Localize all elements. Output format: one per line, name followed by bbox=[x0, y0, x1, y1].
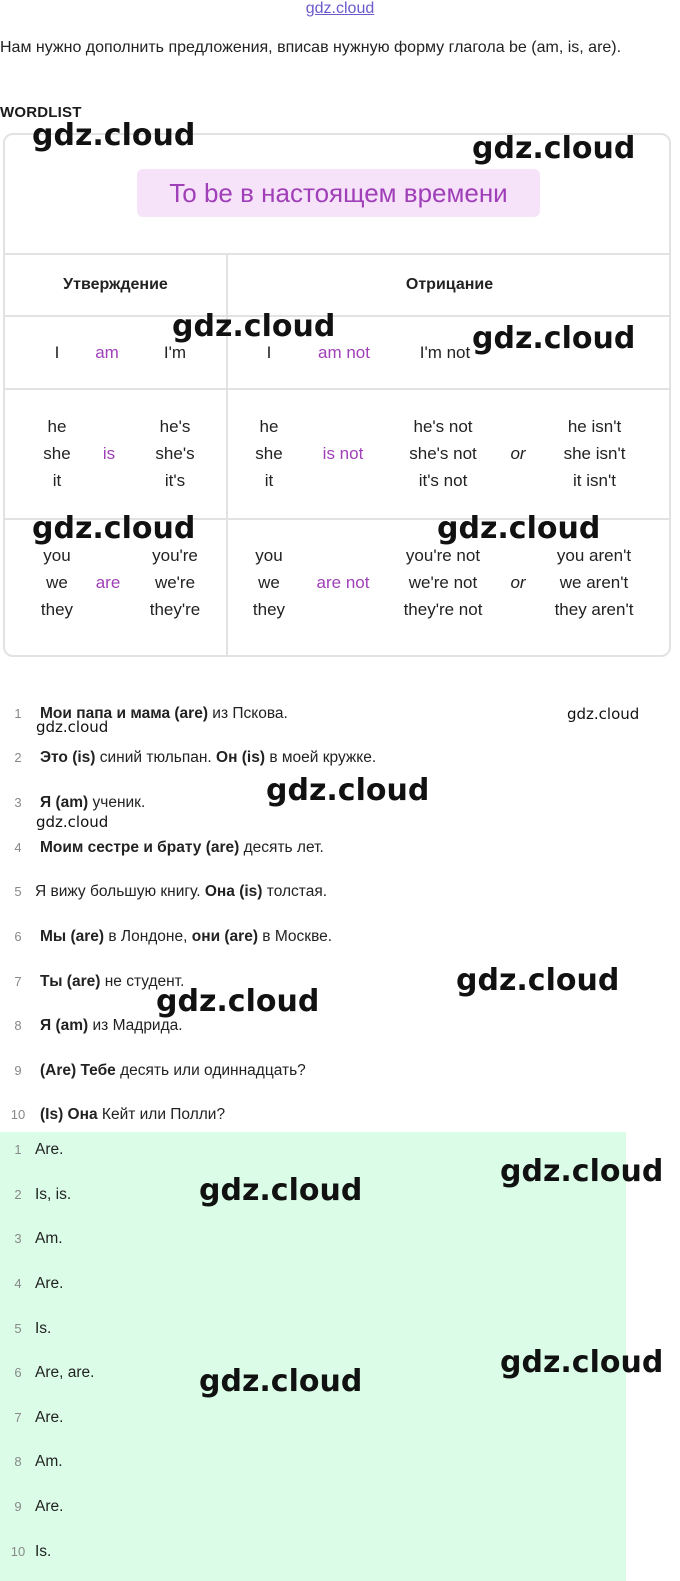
short-you-we-they: you're we're they're bbox=[149, 546, 201, 619]
neg-short2-you-we-they: you aren't we aren't they aren't bbox=[554, 546, 634, 619]
watermark: gdz.cloud bbox=[36, 813, 109, 831]
watermark: gdz.cloud bbox=[199, 1364, 363, 1399]
watermark: gdz.cloud bbox=[156, 984, 320, 1019]
or-label-2: or bbox=[510, 573, 526, 592]
watermark: gdz.cloud bbox=[32, 511, 196, 546]
neg-short-im-not: I'm not bbox=[419, 343, 471, 362]
pronouns-you-we-they: you we they bbox=[40, 546, 74, 619]
watermark: gdz.cloud bbox=[456, 963, 620, 998]
neg-verb-is-not: is not bbox=[322, 444, 364, 463]
watermark: gdz.cloud bbox=[567, 705, 640, 723]
intro-text: Нам нужно дополнить предложения, вписав нужную форму глагола be (am, is, are). bbox=[0, 39, 622, 56]
col-affirmative: Утверждение bbox=[63, 276, 168, 293]
wordlist-label[interactable]: WORDLIST bbox=[0, 104, 82, 121]
verb-is: is bbox=[102, 444, 116, 463]
pronouns-he-she-it: he she it bbox=[43, 417, 71, 490]
watermark: gdz.cloud bbox=[500, 1154, 664, 1189]
neg-verb-am-not: am not bbox=[318, 343, 370, 362]
neg-short2-he-she-it: he isn't she isn't it isn't bbox=[563, 417, 626, 490]
watermark: gdz.cloud bbox=[199, 1173, 363, 1208]
neg-pronouns-you-we-they: you we they bbox=[252, 546, 286, 619]
verb-am: am bbox=[95, 343, 119, 362]
card-title: To be в настоящем времени bbox=[137, 169, 540, 217]
verb-are: are bbox=[95, 573, 121, 592]
pronoun-i: I bbox=[54, 343, 60, 362]
watermark: gdz.cloud bbox=[266, 773, 430, 808]
short-he-she-it: he's she's it's bbox=[155, 417, 195, 490]
neg-short1-you-we-they: you're not we're not they're not bbox=[403, 546, 483, 619]
answers-block: 1 Are. 2 Is, is. 3 Am. 4 Are. 5 Is. 6 Are, are. 7 Are. 8 Am. 9 Are. 10 Is. bbox=[0, 1132, 626, 1581]
watermark: gdz.cloud bbox=[472, 321, 636, 356]
site-link[interactable]: gdz.cloud bbox=[305, 0, 375, 17]
watermark: gdz.cloud bbox=[437, 511, 601, 546]
watermark: gdz.cloud bbox=[36, 718, 109, 736]
neg-short1-he-she-it: he's not she's not it's not bbox=[409, 417, 477, 490]
grammar-card bbox=[3, 133, 671, 657]
neg-pronoun-i: I bbox=[266, 343, 272, 362]
col-negative: Отрицание bbox=[405, 276, 494, 293]
neg-pronouns-he-she-it: he she it bbox=[255, 417, 283, 490]
or-label: or bbox=[510, 444, 526, 463]
watermark: gdz.cloud bbox=[32, 118, 196, 153]
watermark: gdz.cloud bbox=[472, 131, 636, 166]
watermark: gdz.cloud bbox=[500, 1345, 664, 1380]
short-im: I'm bbox=[163, 343, 187, 362]
neg-verb-are-not: are not bbox=[316, 573, 370, 592]
watermark: gdz.cloud bbox=[172, 309, 336, 344]
